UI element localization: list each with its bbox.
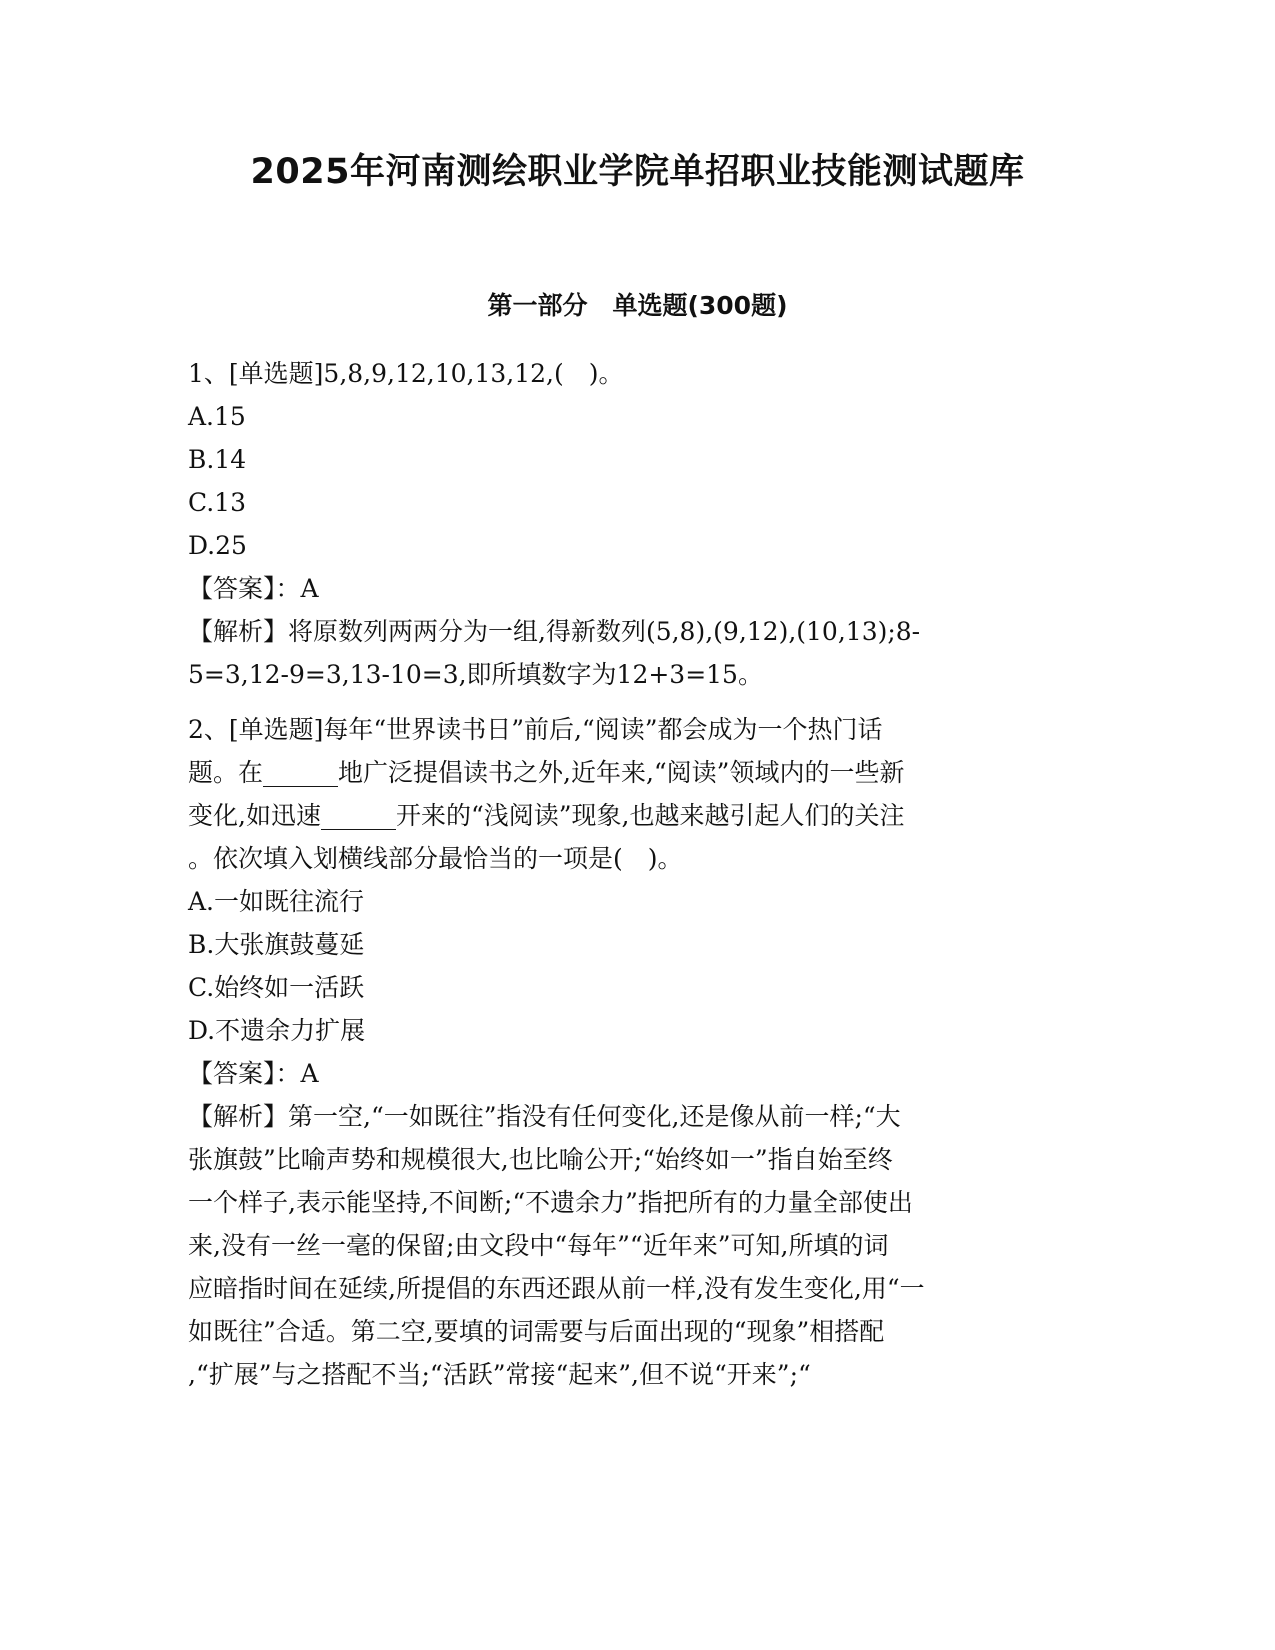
analysis-line: 【解析】第一空,“一如既往”指没有任何变化,还是像从前一样;“大 — [188, 1102, 901, 1131]
question-stem: 题。在______地广泛提倡读书之外,近年来,“阅读”领域内的一些新 — [188, 758, 905, 787]
question-item — [188, 708, 1076, 1396]
option-b: B.14 — [188, 445, 247, 474]
option-a: A.一如既往流行 — [188, 887, 365, 916]
question-stem: 。依次填入划横线部分最恰当的一项是( )。 — [188, 844, 683, 873]
analysis-line: 应暗指时间在延续,所提倡的东西还跟从前一样,没有发生变化,用“一 — [188, 1274, 925, 1303]
option-c: C.13 — [188, 488, 246, 517]
analysis-line: 张旗鼓”比喻声势和规模很大,也比喻公开;“始终如一”指自始至终 — [188, 1145, 893, 1174]
question-stem: 2、[单选题]每年“世界读书日”前后,“阅读”都会成为一个热门话 — [188, 715, 883, 744]
analysis-line: 【解析】将原数列两两分为一组,得新数列(5,8),(9,12),(10,13);8- — [188, 617, 921, 646]
analysis-line: 来,没有一丝一毫的保留;由文段中“每年”“近年来”可知,所填的词 — [188, 1231, 889, 1260]
option-c: C.始终如一活跃 — [188, 973, 365, 1002]
question-list — [188, 352, 1076, 1396]
option-d: D.25 — [188, 531, 247, 560]
question-stem: 1、[单选题]5,8,9,12,10,13,12,( )。 — [188, 359, 624, 388]
answer-line: 【答案】：A — [188, 574, 319, 603]
option-d: D.不遗余力扩展 — [188, 1016, 366, 1045]
analysis-line: ,“扩展”与之搭配不当;“活跃”常接“起来”,但不说“开来”;“ — [188, 1360, 811, 1389]
document-title: 2025年河南测绘职业学院单招职业技能测试题库 — [250, 152, 1025, 192]
analysis-line: 如既往”合适。第二空,要填的词需要与后面出现的“现象”相搭配 — [188, 1317, 885, 1346]
analysis-line: 一个样子,表示能坚持,不间断;“不遗余力”指把所有的力量全部使出 — [188, 1188, 913, 1217]
option-b: B.大张旗鼓蔓延 — [188, 930, 365, 959]
question-stem: 变化,如迅速______开来的“浅阅读”现象,也越来越引起人们的关注 — [188, 801, 905, 830]
question-item — [188, 352, 1076, 696]
answer-line: 【答案】：A — [188, 1059, 319, 1088]
section-title: 第一部分 单选题(300题) — [487, 291, 788, 320]
analysis-line: 5=3,12-9=3,13-10=3,即所填数字为12+3=15。 — [188, 660, 763, 689]
option-a: A.15 — [188, 402, 246, 431]
